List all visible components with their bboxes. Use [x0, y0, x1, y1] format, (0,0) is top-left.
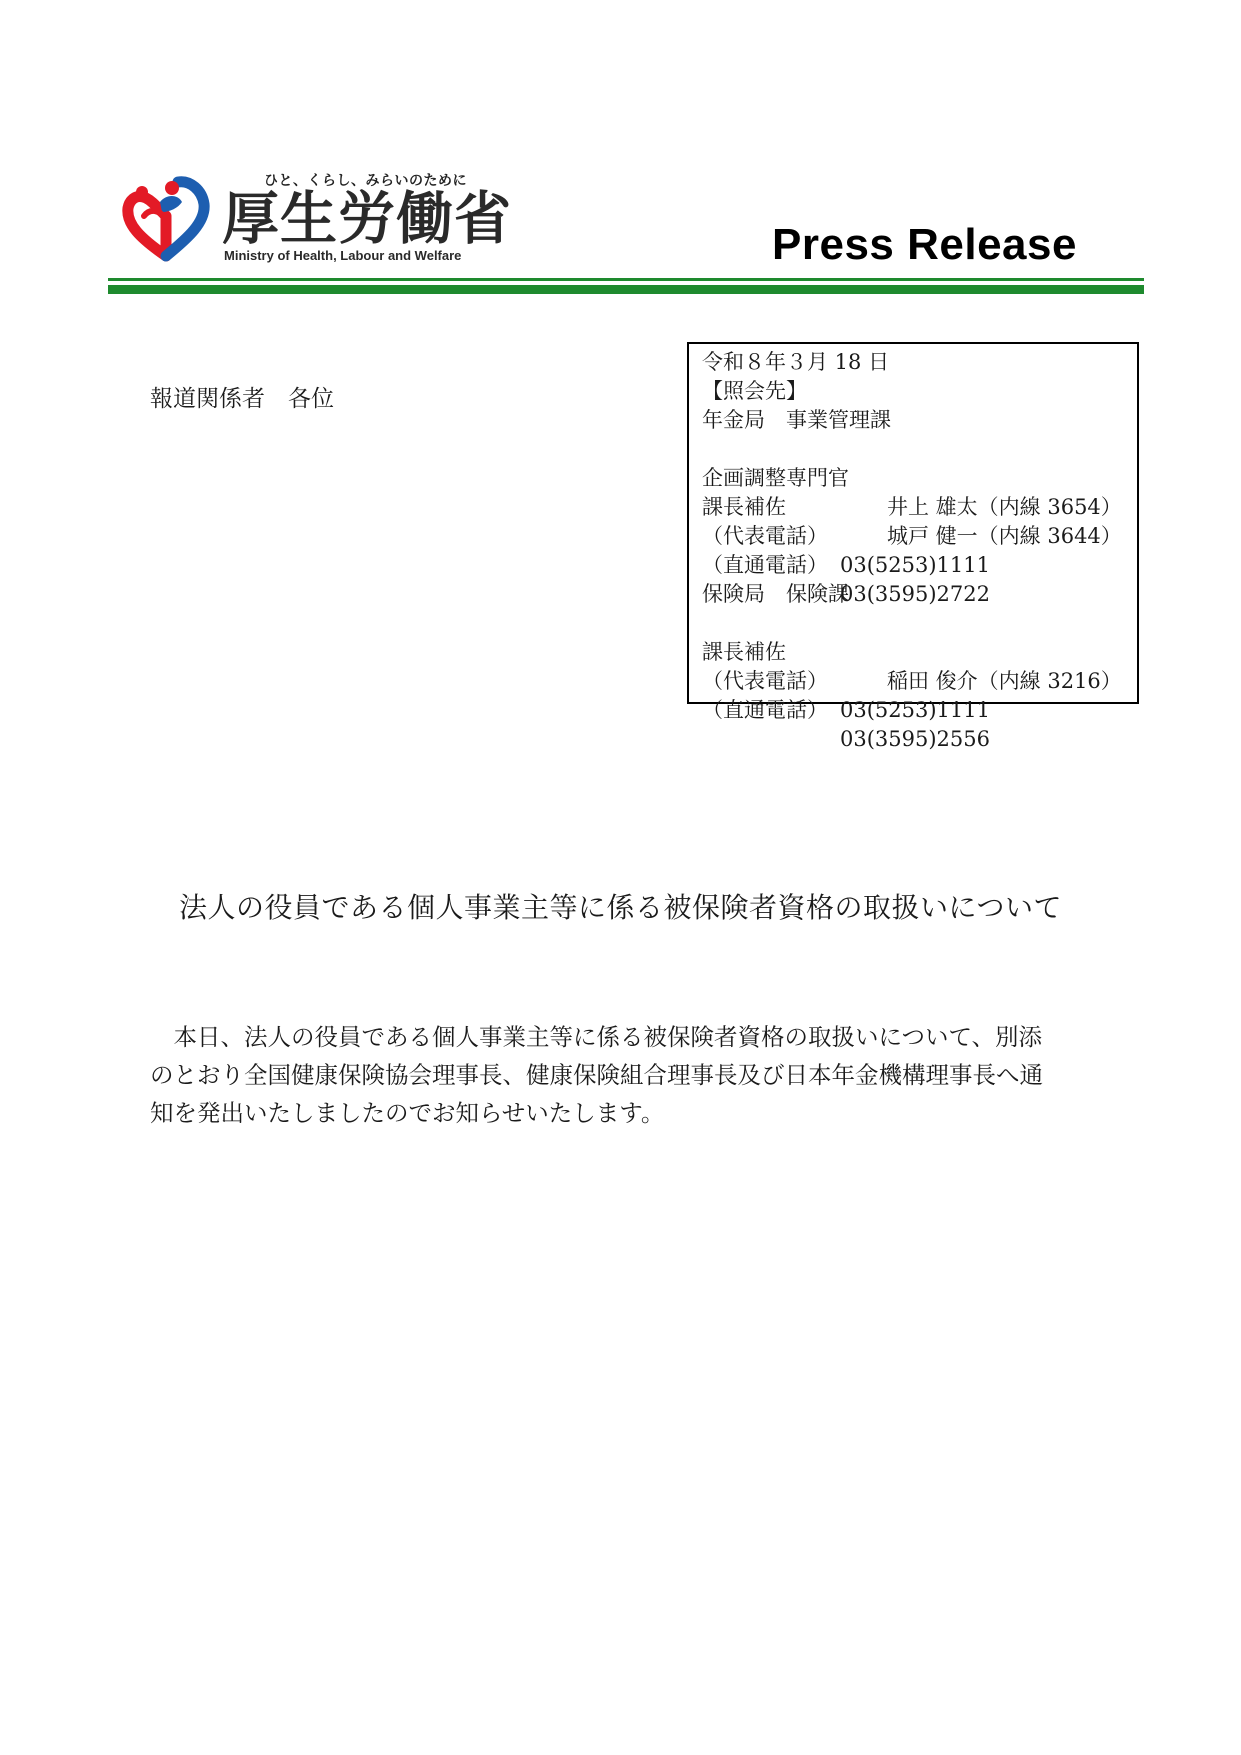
contact-department: 保険局 保険課	[702, 582, 849, 606]
logo-tagline: ひと、くらし、みらいのために	[264, 173, 467, 189]
phone-label: （代表電話）	[702, 669, 828, 693]
contact-box	[687, 342, 1139, 751]
contact-department: 年金局 事業管理課	[702, 408, 891, 432]
body-line: 本日、法人の役員である個人事業主等に係る被保険者資格の取扱いについて、別添	[150, 1023, 1043, 1051]
addressee: 報道関係者 各位	[150, 386, 334, 412]
mhlw-logo	[122, 168, 512, 268]
contact-name: 城戸 健一（内線 3644）	[887, 524, 1122, 548]
document-title: 法人の役員である個人事業主等に係る被保険者資格の取扱いについて	[179, 891, 1062, 924]
phone-number: 03(3595)2556	[840, 727, 990, 751]
body-line: のとおり全国健康保険協会理事長、健康保険組合理事長及び日本年金機構理事長へ通	[150, 1061, 1043, 1089]
phone-label: （直通電話）	[702, 698, 828, 722]
contact-name: 井上 雄太（内線 3654）	[887, 495, 1122, 519]
contact-role: 課長補佐	[702, 640, 786, 664]
body-text	[150, 1018, 1100, 1132]
phone-number: 03(5253)1111	[840, 553, 990, 577]
press-release-heading: Press Release	[772, 220, 1077, 269]
contact-role: 企画調整専門官	[702, 466, 849, 490]
contact-spacer	[702, 551, 1137, 580]
phone-number: 03(3595)2722	[840, 582, 990, 606]
header-rule-thin	[108, 278, 1144, 281]
phone-label: （直通電話）	[702, 553, 828, 577]
logo-name: 厚生労働省	[222, 186, 512, 252]
contact-name: 稲田 俊介（内線 3216）	[887, 669, 1122, 693]
release-date: 令和８年３月 18 日	[702, 350, 890, 374]
phone-label: （代表電話）	[702, 524, 828, 548]
body-line: 知を発出いたしましたのでお知らせいたします。	[150, 1099, 665, 1127]
mhlw-emblem-icon	[122, 172, 212, 266]
phone-number: 03(5253)1111	[840, 698, 990, 722]
header-rule-thick	[108, 285, 1144, 294]
contact-heading: 【照会先】	[702, 379, 807, 403]
contact-role: 課長補佐	[702, 495, 786, 519]
logo-name-en: Ministry of Health, Labour and Welfare	[224, 248, 462, 263]
